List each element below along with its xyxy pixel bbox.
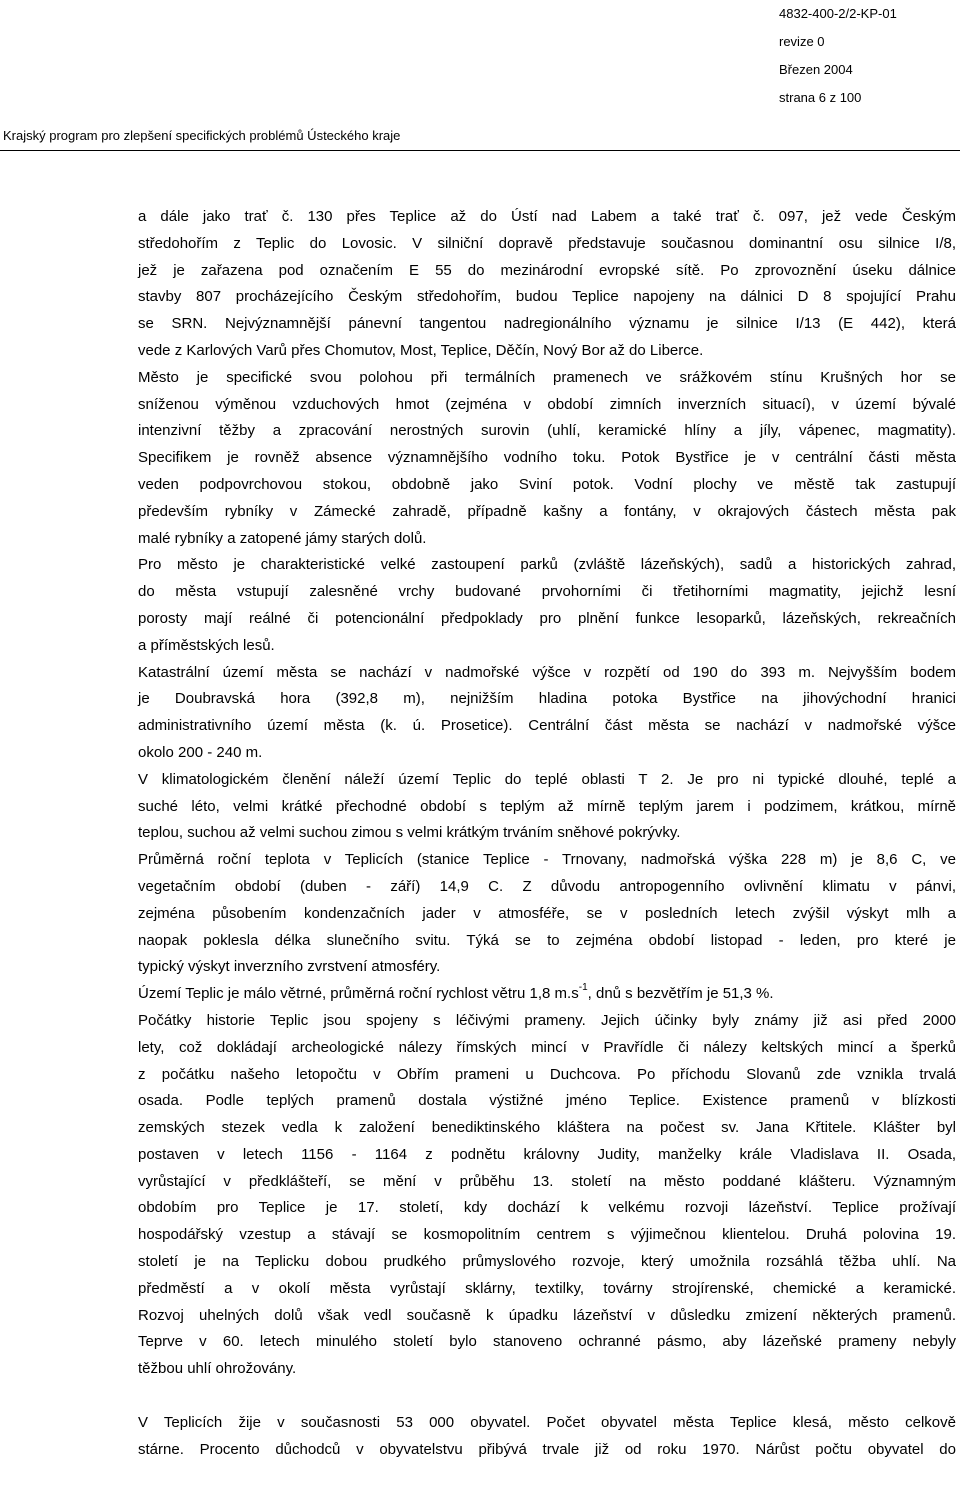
- document-id: 4832-400-2/2-KP-01: [779, 6, 897, 21]
- text-line: vede z Karlových Varů přes Chomutov, Most, Teplice, Děčín, Nový Bor až do Liberce.: [138, 341, 704, 359]
- document-meta: [779, 0, 897, 112]
- text-line: sníženou výměnou vzduchových hmot (zejména v období zimních inverzních situací), v území bývalé: [138, 395, 956, 413]
- text-line: obdobím pro Teplice je 17. století, kdy dochází k velkému rozvoji lázeňství. Teplice prožívají: [138, 1199, 956, 1217]
- text-line: Město je specifické svou polohou při termálních pramenech ve srážkovém stínu Krušných hor se: [138, 368, 956, 386]
- text-line: se SRN. Nejvýznamnější pánevní tangentou nadregionálního významu je silnice I/13 (E 442), která: [138, 315, 956, 333]
- text-line: zemských stezek vedla k založení benediktinského kláštera na počest sv. Jana Křtitele. Klášter byl: [138, 1119, 956, 1137]
- text-line: malé rybníky a zatopené jámy starých dolů.: [138, 529, 427, 547]
- text-line: do města vstupují zalesněné vrchy budované prvohorními či třetihorními magmatity, jejichž lesní: [138, 583, 956, 601]
- text-line: především rybníky v Zámecké zahradě, případně kašny a fontány, v okrajových částech města pak: [138, 502, 956, 520]
- text-line: vyrůstající v předklášteří, se mění v průběhu 13. století na město poddané klášteru. Významným: [138, 1172, 956, 1190]
- text-line: typický výskyt inverzního zvrstvení atmosféry.: [138, 958, 441, 976]
- text-line: stárne. Procento důchodců v obyvatelstvu přibývá trvale již od roku 1970. Nárůst počtu obyvatel do: [138, 1440, 956, 1458]
- text-line: Pro město je charakteristické velké zastoupení parků (zvláště lázeňských), sadů a historických zahrad,: [138, 556, 956, 574]
- text-line: jež je zařazena pod označením E 55 do mezinárodní evropské sítě. Po zprovoznění úseku dálnice: [138, 261, 956, 279]
- text-line: okolo 200 - 240 m.: [138, 743, 263, 761]
- text-line: a dále jako trať č. 130 přes Teplice až do Ústí nad Labem a také trať č. 097, jež vede Českým: [138, 208, 956, 225]
- text-line: stavby 807 procházejícího Českým středohořím, budou Teplice napojeny na dálnici D 8 spojující Prahu: [138, 288, 956, 306]
- text-line: osada. Podle teplých pramenů dostala výstižné jméno Teplice. Existence pramenů v blízkosti: [138, 1092, 956, 1110]
- text-line: předměstí a v okolí města vyrůstají sklárny, textilky, továrny strojírenské, chemické a keramické.: [138, 1279, 956, 1297]
- text-line: administrativního území města (k. ú. Prosetice). Centrální část města se nachází v nadmořské výšce: [138, 717, 956, 735]
- text-line: Počátky historie Teplic jsou spojeny s léčivými prameny. Jejich účinky byly známy již asi před 2000: [138, 1011, 956, 1029]
- wind-speed-tail: , dnů s bezvětřím je 51,3 %.: [587, 985, 774, 1003]
- document-body: [138, 204, 956, 1463]
- text-line: porosty mají reálné či potencionální předpoklady pro plnění funkce lesoparků, lázeňských, rekreačních: [138, 609, 956, 627]
- text-line: hospodářský vzestup a stávají se kosmopolitním centrem s výjimečnou klientelou. Druhá polovina 19.: [138, 1226, 956, 1244]
- program-title: Krajský program pro zlepšení specifických problémů Ústeckého kraje: [3, 128, 401, 143]
- text-line: Průměrná roční teplota v Teplicích (stanice Teplice - Trnovany, nadmořská výška 228 m) je 8,6 C, ve: [138, 851, 956, 869]
- text-line: těžbou uhlí ohrožovány.: [138, 1360, 297, 1378]
- text-line: a příměstských lesů.: [138, 636, 275, 654]
- text-line: teplou, suchou až velmi suchou zimou s velmi krátkým trváním sněhové pokrývky.: [138, 824, 681, 842]
- page-number: strana 6 z 100: [779, 90, 862, 105]
- text-line: středohořím z Teplic do Lovosic. V silniční dopravě představuje současnou dominantní osu silnice I/8,: [138, 234, 956, 252]
- text-line: veden podpovrchovou stokou, obdobně jako Sviní potok. Vodní plochy ve městě tak zastupují: [138, 475, 956, 493]
- text-line: lety, což dokládají archeologické nálezy římských mincí v Pravřídle či nálezy keltských mincí a šperků: [138, 1038, 956, 1056]
- revision-label: revize 0: [779, 34, 825, 49]
- wind-speed-text: Území Teplic je málo větrné, průměrná roční rychlost větru 1,8 m.s: [138, 985, 579, 1003]
- text-line: století je na Teplicku dobou prudkého průmyslového rozvoje, který umožnila rozsáhlá těžba uhlí. Na: [138, 1253, 956, 1271]
- header-divider: [0, 150, 960, 151]
- text-line: intenzivní těžby a zpracování nerostných surovin (uhlí, keramické hlíny a jíly, vápenec, magmatity).: [138, 422, 956, 440]
- wind-speed-line: [138, 981, 956, 1008]
- text-line: naopak poklesla délka slunečního svitu. Týká se to zejména období listopad - leden, pro které je: [138, 931, 956, 949]
- text-line: postaven v letech 1156 - 1164 z podnětu královny Judity, manželky krále Vladislava II. Osada,: [138, 1145, 956, 1163]
- document-date: Březen 2004: [779, 62, 853, 77]
- paragraph-gap: [138, 1383, 956, 1410]
- text-line: Teprve v 60. letech minulého století bylo stanoveno ochranné pásmo, aby lázeňské prameny nebyly: [138, 1333, 956, 1351]
- unit-exponent: -1: [578, 982, 588, 994]
- text-line: zejména působením kondenzačních jader v atmosféře, se v posledních letech zvýšil výskyt mlh a: [138, 904, 956, 922]
- text-line: suché léto, velmi krátké přechodné období s teplým až mírně teplým jarem i podzimem, krátkou, mírně: [138, 797, 956, 815]
- text-line: Specifikem je rovněž absence významnějšího vodního toku. Potok Bystřice je v centrální části města: [138, 449, 956, 467]
- text-line: V klimatologickém členění náleží území Teplic do teplé oblasti T 2. Je pro ni typické dlouhé, teplé a: [138, 770, 956, 788]
- text-line: Rozvoj uhelných dolů však vedl současně k úpadku lázeňství v důsledku zmizení některých pramenů.: [138, 1306, 956, 1324]
- text-line: vegetačním období (duben - září) 14,9 C. Z důvodu antropogenního ovlivnění klimatu v pánvi,: [138, 877, 956, 895]
- text-line: je Doubravská hora (392,8 m), nejnižším hladina potoka Bystřice na jihovýchodní hranici: [138, 690, 956, 708]
- text-line: V Teplicích žije v současnosti 53 000 obyvatel. Počet obyvatel města Teplice klesá, město celkově: [138, 1413, 956, 1431]
- text-line: z počátku našeho letopočtu v Obřím prameni u Duchcova. Po příchodu Slovanů zde vznikla trvalá: [138, 1065, 956, 1083]
- text-line: Katastrální území města se nachází v nadmořské výšce v rozpětí od 190 do 393 m. Nejvyšším bodem: [138, 663, 956, 681]
